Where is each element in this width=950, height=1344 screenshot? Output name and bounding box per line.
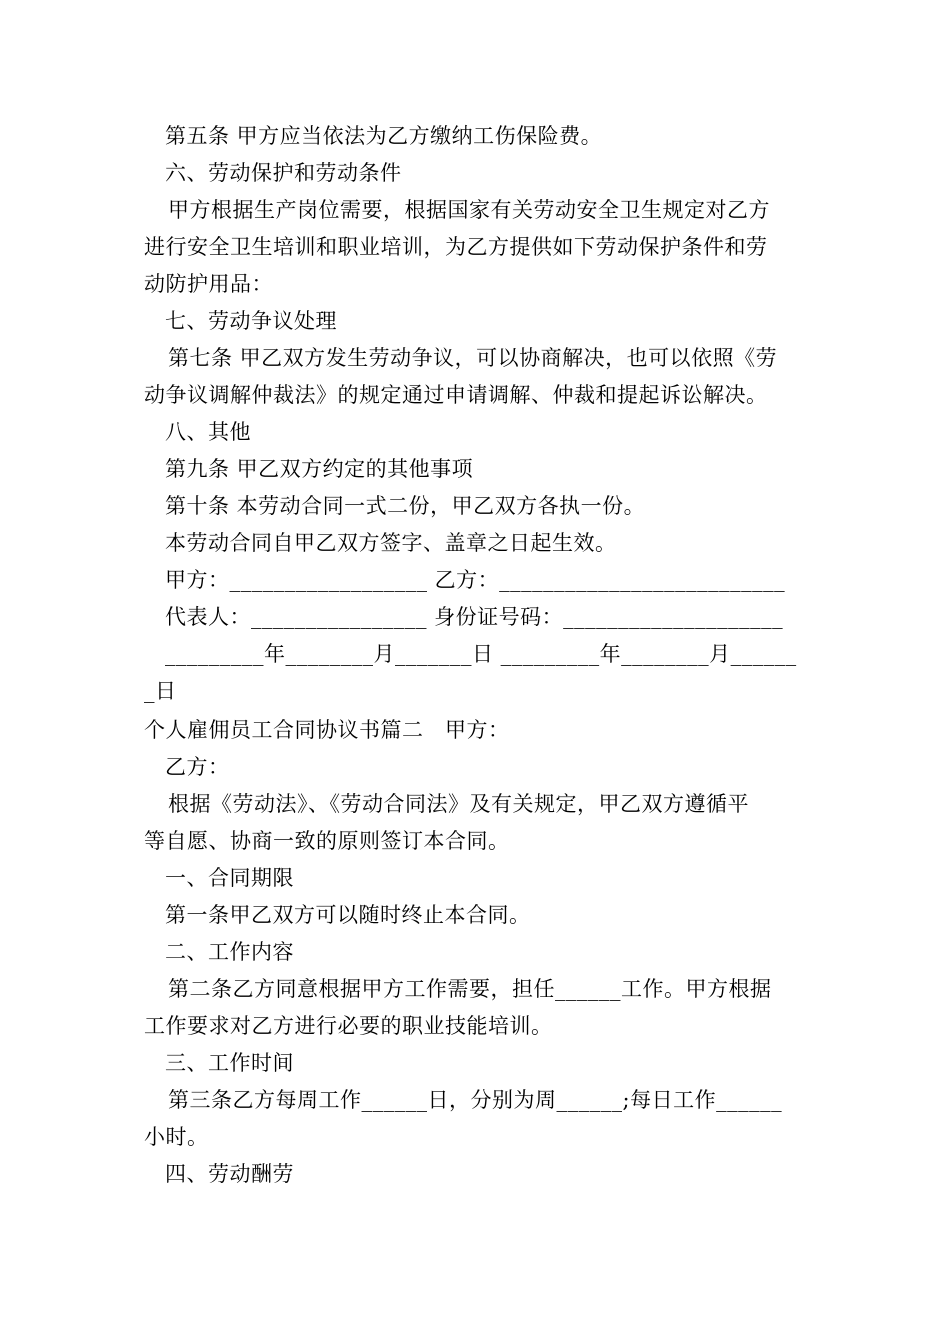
text-line: 第三条乙方每周工作______日，分别为周______;每日工作______: [168, 1088, 783, 1112]
text-line: 第五条 甲方应当依法为乙方缴纳工伤保险费。: [165, 124, 603, 148]
section-heading: 三、工作时间: [165, 1051, 294, 1075]
section-heading: 一、合同期限: [165, 866, 294, 890]
text-line: 第二条乙方同意根据甲方工作需要，担任______工作。甲方根据: [168, 977, 772, 1001]
date-line: _________年________月_______日 _________年________月______: [165, 642, 797, 666]
section-heading: 六、劳动保护和劳动条件: [165, 161, 402, 185]
text-line: 本劳动合同自甲乙双方签字、盖章之日起生效。: [165, 531, 617, 555]
text-line: 等自愿、协商一致的原则签订本合同。: [144, 829, 510, 853]
text-line: 小时。: [144, 1125, 209, 1149]
text-line: 动防护用品：: [144, 272, 273, 296]
document-title: 个人雇佣员工合同协议书篇二 甲方：: [144, 718, 510, 742]
section-heading: 二、工作内容: [165, 940, 294, 964]
text-line: 第一条甲乙双方可以随时终止本合同。: [165, 903, 531, 927]
text-line: 第七条 甲乙双方发生劳动争议，可以协商解决，也可以依照《劳: [168, 346, 778, 370]
date-line-continued: _日: [144, 679, 177, 703]
text-line: 根据《劳动法》、《劳动合同法》及有关规定，甲乙双方遵循平: [168, 792, 749, 816]
text-line: 第十条 本劳动合同一式二份，甲乙双方各执一份。: [165, 494, 646, 518]
section-heading: 七、劳动争议处理: [165, 309, 337, 333]
text-line: 甲方根据生产岗位需要，根据国家有关劳动安全卫生规定对乙方: [168, 198, 770, 222]
section-heading: 八、其他: [165, 420, 251, 444]
signature-line-representative: 代表人：________________ 身份证号码：____________________: [165, 605, 784, 629]
section-heading: 四、劳动酬劳: [165, 1162, 294, 1186]
text-line: 进行安全卫生培训和职业培训，为乙方提供如下劳动保护条件和劳: [144, 235, 768, 259]
text-line: 乙方：: [165, 755, 230, 779]
text-line: 工作要求对乙方进行必要的职业技能培训。: [144, 1014, 553, 1038]
text-line: 动争议调解仲裁法》的规定通过申请调解、仲裁和提起诉讼解决。: [144, 383, 768, 407]
signature-line-parties: 甲方：__________________ 乙方：__________________________: [165, 568, 786, 592]
text-line: 第九条 甲乙双方约定的其他事项: [165, 457, 474, 481]
